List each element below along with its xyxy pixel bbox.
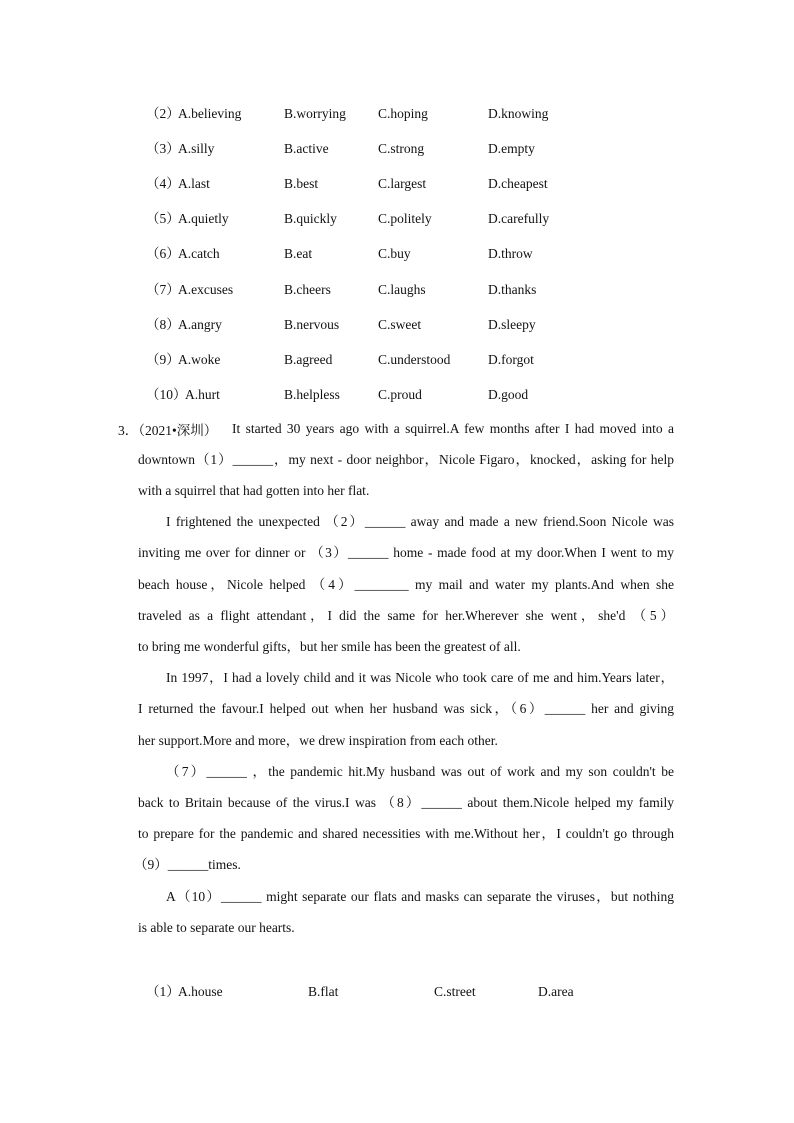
option-number: （9） (146, 352, 180, 367)
question-number: 3．（2021•深圳） (118, 423, 218, 438)
option-b: B.agreed (284, 352, 333, 367)
option-c: C.proud (378, 387, 422, 402)
passage-line: I returned the favour.I helped out when her husband was sick，（6）______ her and giving (138, 701, 674, 716)
option-d: D.area (538, 984, 574, 999)
option-number: （2） (146, 106, 180, 121)
option-a: A.woke (178, 352, 221, 367)
option-number: （7） (146, 282, 180, 297)
option-c: C.understood (378, 352, 451, 367)
passage-line: In 1997，I had a lovely child and it was Nicole who took care of me and him.Years later， (166, 670, 674, 685)
option-number: （8） (146, 317, 180, 332)
passage-line: is able to separate our hearts. (138, 920, 295, 935)
option-a: A.believing (178, 106, 242, 121)
option-d: D.forgot (488, 352, 534, 367)
option-a: A.quietly (178, 211, 229, 226)
option-number: （6） (146, 246, 180, 261)
option-c: C.politely (378, 211, 432, 226)
option-d: D.thanks (488, 282, 537, 297)
option-a: A.catch (178, 246, 220, 261)
passage-line: traveled as a flight attendant，I did the same for her.Wherever she went，she'd （5） (138, 608, 674, 623)
option-a: A.silly (178, 141, 215, 156)
option-number: （5） (146, 211, 180, 226)
option-c: C.strong (378, 141, 425, 156)
option-number: （3） (146, 141, 180, 156)
option-b: B.quickly (284, 211, 337, 226)
passage-line: inviting me over for dinner or （3）______ home - made food at my door.When I went to my (138, 545, 674, 560)
option-d: D.cheapest (488, 176, 548, 191)
option-b: B.worrying (284, 106, 346, 121)
option-a: A.last (178, 176, 210, 191)
option-number: （4） (146, 176, 180, 191)
passage-line: （7）______ ，the pandemic hit.My husband was out of work and my son couldn't be (166, 764, 674, 779)
passage-line: to prepare for the pandemic and shared necessities with me.Without her，I couldn't go through (138, 826, 674, 841)
option-c: C.largest (378, 176, 427, 191)
passage-line: her support.More and more，we drew inspiration from each other. (138, 733, 498, 748)
option-d: D.throw (488, 246, 533, 261)
option-a: A.hurt (185, 387, 220, 402)
option-d: D.carefully (488, 211, 550, 226)
option-number: （1） (146, 984, 180, 999)
option-b: B.flat (308, 984, 339, 999)
passage-line: back to Britain because of the virus.I was （8）______ about them.Nicole helped my family (138, 795, 674, 810)
option-d: D.knowing (488, 106, 549, 121)
option-number: （10） (146, 387, 187, 402)
option-c: C.sweet (378, 317, 422, 332)
option-a: A.house (178, 984, 223, 999)
option-c: C.hoping (378, 106, 428, 121)
option-b: B.best (284, 176, 319, 191)
option-b: B.helpless (284, 387, 340, 402)
option-b: B.eat (284, 246, 313, 261)
passage-line: to bring me wonderful gifts，but her smile has been the greatest of all. (138, 639, 521, 654)
option-b: B.active (284, 141, 329, 156)
option-a: A.angry (178, 317, 222, 332)
passage-line: I frightened the unexpected （2）______ away and made a new friend.Soon Nicole was (166, 514, 674, 529)
passage-line: It started 30 years ago with a squirrel.A few months after I had moved into a (232, 421, 674, 436)
passage-line: downtown（1）______，my next - door neighbor，Nicole Figaro，knocked，asking for help (138, 452, 674, 467)
passage-line: （9）______times. (134, 857, 241, 872)
passage-line: with a squirrel that had gotten into her flat. (138, 483, 370, 498)
option-c: C.laughs (378, 282, 426, 297)
option-b: B.cheers (284, 282, 331, 297)
option-c: C.street (434, 984, 476, 999)
option-d: D.empty (488, 141, 535, 156)
option-d: D.good (488, 387, 529, 402)
option-c: C.buy (378, 246, 411, 261)
passage-line: beach house，Nicole helped （4）________ my mail and water my plants.And when she (138, 577, 674, 592)
passage-line: A（10）______ might separate our flats and masks can separate the viruses，but nothing (166, 889, 674, 904)
option-d: D.sleepy (488, 317, 536, 332)
option-b: B.nervous (284, 317, 340, 332)
option-a: A.excuses (178, 282, 234, 297)
